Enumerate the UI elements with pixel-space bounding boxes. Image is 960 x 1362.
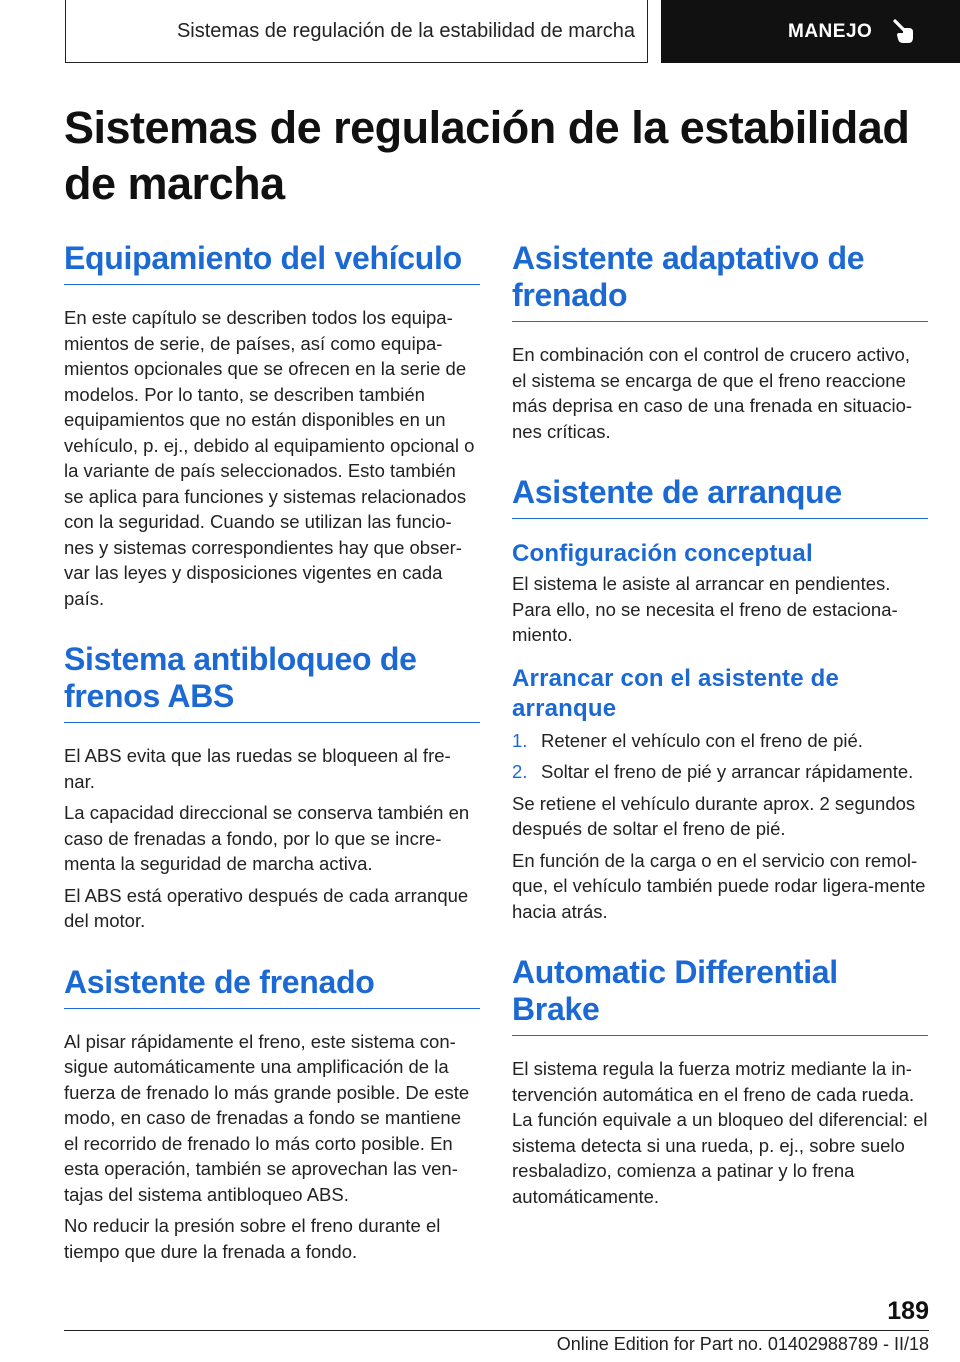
running-section-title: Sistemas de regulación de la estabilidad de marcha — [176, 19, 635, 42]
steps-list — [512, 728, 928, 785]
list-item — [512, 759, 928, 785]
section-asistente-adaptativo — [512, 240, 928, 444]
heading-asistente-frenado: Asistente de frenado — [64, 964, 480, 1009]
list-number: 2. — [512, 761, 528, 782]
chapter-tab-label: MANEJO — [788, 20, 873, 42]
paragraph-abs-2: La capacidad direccional se conserva también en caso de frenadas a fondo, por lo que se incre-menta la seguridad de marcha activa. — [64, 802, 470, 874]
paragraph-configuracion: El sistema le asiste al arrancar en pendientes. Para ello, no se necesita el freno de estaciona-miento. — [512, 573, 898, 645]
list-number: 1. — [512, 729, 528, 751]
paragraph-adaptativo: En combinación con el control de crucero activo, el sistema se encarga de que el freno reaccione más deprisa en caso de una frenada en situacio-nes críticas. — [512, 344, 913, 442]
paragraph-abs-1: El ABS evita que las ruedas se bloqueen al fre-nar. — [64, 745, 451, 792]
chapter-tab[interactable] — [661, 0, 960, 63]
page-footer — [64, 1297, 929, 1357]
subheading-configuracion: Configuración conceptual — [512, 540, 813, 567]
heading-asistente-adaptativo: Asistente adaptativo de frenado — [512, 240, 928, 322]
paragraph-arranque-1: Se retiene el vehículo durante aprox. 2 segundos después de soltar el freno de pié. — [512, 792, 916, 839]
paragraph-abs-3: El ABS está operativo después de cada arranque del motor. — [64, 884, 469, 931]
paragraph-equipamiento: En este capítulo se describen todos los equipa-mientos de serie, de países, así como equipa-mientos opcionales que se ofrecen en la serie de modelos. Por lo tanto, se describen también equipamientos que no están disponibles en un vehículo, p. ej., debido al equipamiento opcional o la variante de país seleccionados. Esto también se aplica para funciones y sistemas relacionados con la seguridad. Cuando se utilizan las funcio-nes y sistemas correspondientes hay que obser-var las leyes y disposiciones vigentes en cada país. — [64, 307, 475, 609]
heading-asistente-arranque: Asistente de arranque — [512, 474, 928, 519]
right-column — [512, 240, 928, 1209]
paragraph-frenado-2: No reducir la presión sobre el freno durante el tiempo que dure la frenada a fondo. — [64, 1215, 441, 1262]
footer-divider — [64, 1330, 929, 1331]
section-equipamiento — [64, 240, 480, 611]
paragraph-adb: El sistema regula la fuerza motriz mediante la in-tervención automática en el freno de cada rueda. La función equivale a un bloqueo del diferencial: el sistema detecta si una rueda, p. ej., sobre suelo resbaladizo, comienza a patinar y lo frena automáticamente. — [512, 1058, 928, 1207]
section-header-box — [65, 0, 648, 63]
list-item — [512, 728, 928, 754]
section-abs — [64, 641, 480, 934]
heading-adb: Automatic Differential Brake — [512, 954, 928, 1036]
section-adb — [512, 954, 928, 1209]
page-title: Sistemas de regulación de la estabilidad de marcha — [64, 102, 910, 209]
list-text: Retener el vehículo con el freno de pié. — [541, 729, 863, 751]
section-asistente-frenado — [64, 964, 480, 1265]
paragraph-frenado-1: Al pisar rápidamente el freno, este sistema con-sigue automáticamente una amplificación de la fuerza de frenado lo más grande posible. De este modo, en caso de frenadas a fondo se mantiene el recorrido de frenado lo más corto posible. En esta operación, también se aprovechan las ven-tajas del sistema antibloqueo ABS. — [64, 1030, 470, 1205]
section-asistente-arranque — [512, 474, 928, 924]
heading-equipamiento: Equipamiento del vehículo — [64, 240, 480, 285]
edition-note: Online Edition for Part no. 01402988789 - II/18 — [556, 1334, 929, 1354]
list-text: Soltar el freno de pié y arrancar rápidamente. — [541, 761, 914, 782]
left-column — [64, 240, 480, 1264]
subheading-arrancar: Arrancar con el asistente de arranque — [512, 664, 840, 722]
paragraph-arranque-2: En función de la carga o en el servicio con remol-que, el vehículo también puede rodar ligera-mente hacia atrás. — [512, 849, 926, 922]
pointing-hand-icon — [892, 19, 916, 45]
heading-abs: Sistema antibloqueo de frenos ABS — [64, 641, 480, 723]
page-header — [0, 0, 960, 66]
page-number: 189 — [887, 1297, 929, 1325]
